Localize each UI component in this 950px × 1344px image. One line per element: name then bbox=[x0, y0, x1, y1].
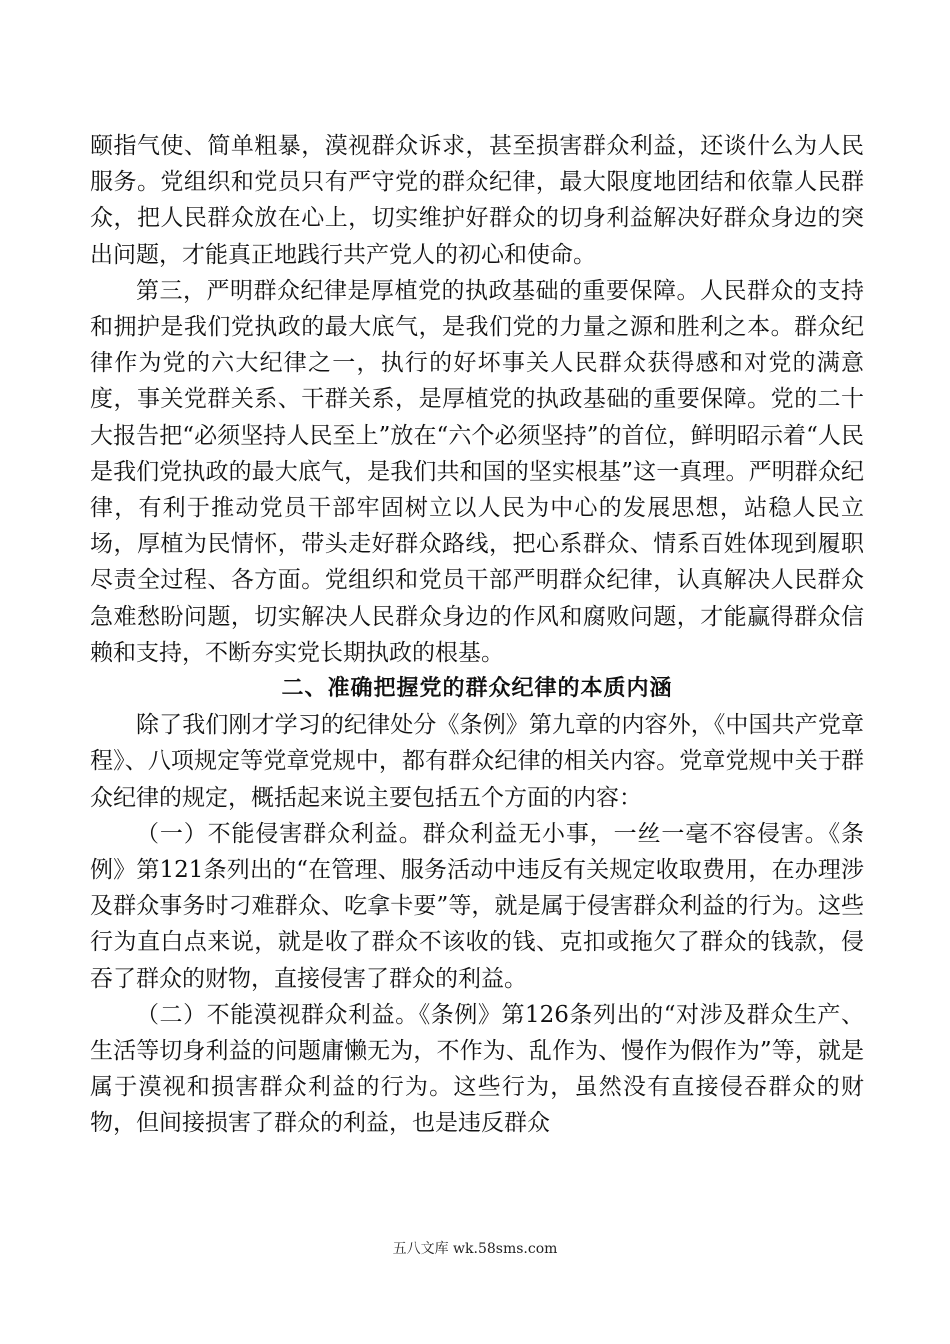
document-body bbox=[90, 128, 864, 1142]
section-heading: 二、准确把握党的群众纪律的本质内涵 bbox=[281, 676, 673, 702]
paragraph-intro: 除了我们刚才学习的纪律处分《条例》第九章的内容外，《中国共产党章程》、八项规定等党章党规中，都有群众纪律的相关内容。党章党规中关于群众纪律的规定，概括起来说主要包括五个方面的内容： bbox=[90, 712, 864, 811]
footer-watermark: 五八文库 wk.58sms.com bbox=[392, 1241, 558, 1257]
paragraph-item-one: （一）不能侵害群众利益。群众利益无小事，一丝一毫不容侵害。《条例》第121条列出的“在管理、服务活动中违反有关规定收取费用，在办理涉及群众事务时刁难群众、吃拿卡要”等，就是属于侵害群众利益的行为。这些行为直白点来说，就是收了群众不该收的钱、克扣或拖欠了群众的钱款，侵吞了群众的财物，直接侵害了群众的利益。 bbox=[90, 820, 864, 992]
paragraph-third-point: 第三，严明群众纪律是厚植党的执政基础的重要保障。人民群众的支持和拥护是我们党执政的最大底气，是我们党的力量之源和胜利之本。群众纪律作为党的六大纪律之一，执行的好坏事关人民群众获得感和对党的满意度，事关党群关系、干群关系，是厚植党的执政基础的重要保障。党的二十大报告把“必须坚持人民至上”放在“六个必须坚持”的首位，鲜明昭示着“人民是我们党执政的最大底气，是我们共和国的坚实根基”这一真理。严明群众纪律，有利于推动党员干部牢固树立以人民为中心的发展思想，站稳人民立场，厚植为民情怀，带头走好群众路线，把心系群众、情系百姓体现到履职尽责全过程、各方面。党组织和党员干部严明群众纪律，认真解决人民群众急难愁盼问题，切实解决人民群众身边的作风和腐败问题，才能赢得群众信赖和支持，不断夯实党长期执政的根基。 bbox=[90, 277, 864, 666]
paragraph-item-two: （二）不能漠视群众利益。《条例》第126条列出的“对涉及群众生产、生活等切身利益的问题庸懒无为，不作为、乱作为、慢作为假作为”等，就是属于漠视和损害群众利益的行为。这些行为，虽然没有直接侵吞群众的财物，但间接损害了群众的利益，也是违反群众 bbox=[90, 1001, 864, 1137]
paragraph-continuation: 颐指气使、简单粗暴，漠视群众诉求，甚至损害群众利益，还谈什么为人民服务。党组织和党员只有严守党的群众纪律，最大限度地团结和依靠人民群众，把人民群众放在心上，切实维护好群众的切身利益解决好群众身边的突出问题，才能真正地践行共产党人的初心和使命。 bbox=[90, 133, 864, 268]
